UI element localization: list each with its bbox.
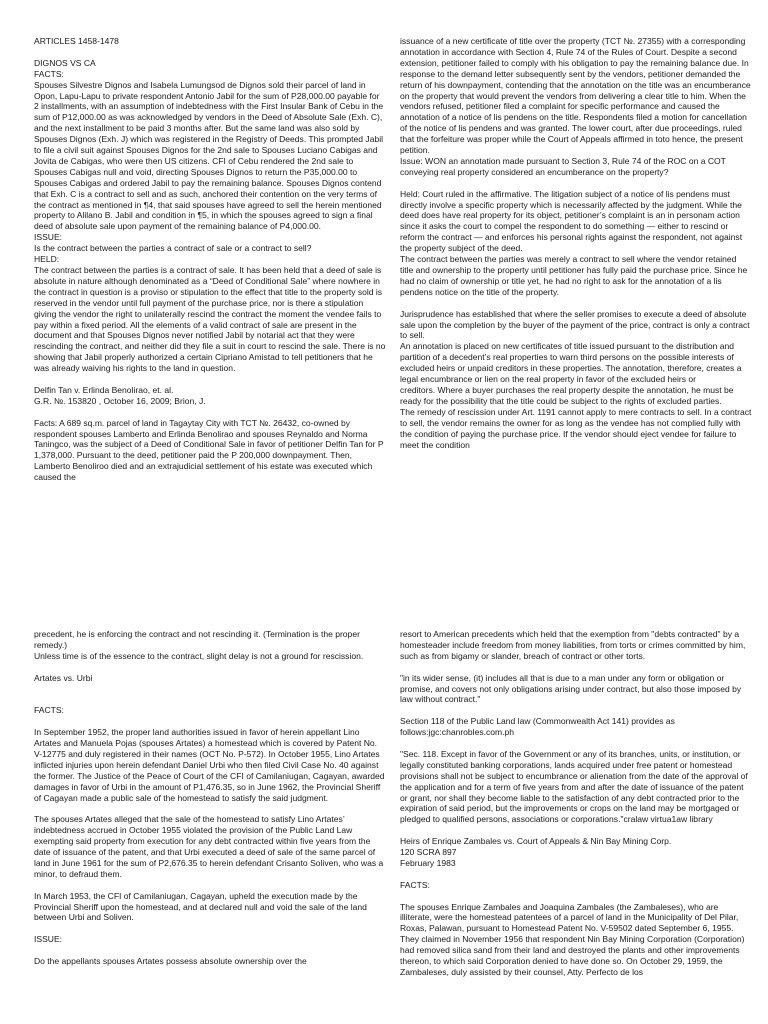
paragraph: resort to American precedents which held that the exemption from "debts contracted" by a homesteader include freedom from money liabilities, from torts or crimes committed by him, such as from bigamy or slander, breach of contract or other torts. xyxy=(400,629,746,661)
paragraph: ARTICLES 1458-1478 xyxy=(34,36,119,46)
paragraph: Jurisprudence has established that where the seller promises to execute a deed of absolute sale upon the completion by the buyer of the payment of the price, contract is only a contract to sell. xyxy=(400,308,750,341)
paragraph: Issue: WON an annotation made pursuant to Section 3, Rule 74 of the ROC on a COT conveying real property considered an encumberance on the property? xyxy=(400,155,726,177)
blank-line xyxy=(400,891,752,902)
paragraph: G.R. №. 153820 , October 16, 2009; Brion, J. xyxy=(34,395,206,406)
paragraph: creditors. Where a buyer purchases the real property despite the annotation, he must be ready for the possibility that the title could be subject to the rights of excluded parties. xyxy=(400,384,734,406)
paragraph: The remedy of rescission under Art. 1191 cannot apply to mere contracts to sell. In a contract to sell, the vendor remains the owner for as long as the vendee has not complied fully with the condition of paying the purchase price. If the vendor should eject vendee for failure to meet the condition xyxy=(400,406,752,450)
paragraph: Artates vs. Urbi xyxy=(34,672,93,683)
blank-line xyxy=(34,803,386,814)
paragraph: DIGNOS VS CA xyxy=(34,57,96,68)
paragraph: Is the contract between the parties a contract of sale or a contract to sell? xyxy=(34,243,312,254)
paragraph: The contract between the parties is a contract of sale. It has been held that a deed of sale is absolute in nature although denominated as a “Deed of Conditional Sale” where nowhere in the contract in question is a proviso or stipulation to the effect that title to the property sold is reserved in the vendor until full payment of the purchase price, nor is there a stipulation giving the vendor the right to unilaterally rescind the contract the moment the vendee fails to pay within a fixed period. All the elements of a valid contract of sale are present in the document and that Spouses Dignos never notified Jabil by notarial act that they were rescinding the contract, and neither did they file a suit in court to rescind the sale. There is no showing that Jabil properly authorized a certain Cipriano Amistad to tell petitioners that he was already waiving his rights to the land in question. xyxy=(34,265,386,374)
paragraph: The spouses Enrique Zambales and Joaquina Zambales (the Zambaleses), who are illiterate, were the homestead patentees of a parcel of land in the Municipality of Del Pilar, Roxas, Palawan, pursuant to Homestead Patent No. V-59502 dated September 6, 1955. They claimed in November 1956 that respondent Nin Bay Mining Corporation (Corporation) had removed silica sand from their land and destroyed the plants and other improvements thereon, to which said Corporation denied to have done so. On October 29, 1959, the Zambaleses, duly assisted by their counsel, Atty. Perfecto de los xyxy=(400,901,745,977)
paragraph: Facts: A 689 sq.m. parcel of land in Tagaytay City with TCT №. 26432, co-owned by respondent spouses Lamberto and Erlinda Benolirao and spouses Reynaldo and Norma Taningco, was the subject of a Deed of Conditional Sale in favor of petitioner Delfin Tan for P 1,378,000. Pursuant to the deed, petitioner paid the P 200,000 downpayment. Then, Lamberto Benoliroo died and an extrajudicial settlement of his estate was executed which caused the xyxy=(34,417,384,483)
blank-line xyxy=(34,684,386,695)
paragraph: Section 118 of the Public Land law (Commonwealth Act 141) provides as follows:jgc:chanrobles.com.ph xyxy=(400,716,675,738)
paragraph: ISSUE: xyxy=(34,934,63,945)
paragraph: In March 1953, the CFI of Camilaniugan, Cagayan, upheld the execution made by the Provincial Sheriff upon the homestead, and at declared null and void the sale of the land between Urbi and Soliven. xyxy=(34,890,367,923)
blank-line xyxy=(400,662,752,673)
paragraph: Unless time is of the essence to the contract, slight delay is not a ground for rescission. xyxy=(34,650,364,661)
blank-line xyxy=(34,47,386,58)
paragraph: The spouses Artates alleged that the sale of the homestead to satisfy Lino Artates’ indebtedness accrued in October 1955 violated the provision of the Public Land Law exempting said property from execution for any debt contracted within five years from the date of issuance of the patent, and that Urbi executed a deed of sale of the same parcel of land in June 1961 for the sum of P2,676.35 to herein defendant Crisanto Soliven, who was a minor, to defraud them. xyxy=(34,814,384,879)
paragraph: 120 SCRA 897 xyxy=(400,847,457,858)
paragraph: "in its wider sense, (it) includes all that is due to a man under any form or obligation or promise, and covers not only obligations arising under contract, but also those imposed by law without contract." xyxy=(400,672,742,705)
paragraph: February 1983 xyxy=(400,857,456,868)
paragraph: Held: Court ruled in the affirmative. The litigation subject of a notice of lis pendens must directly involve a specific property which is necessarily affected by the judgment. While the deed does have real property for its object, petitioner’s complaint is an in personam action since it asks the court to compel the respondent to do something — either to rescind or reform the contract — and enforces his personal rights against the respondent, not against the property subject of the deed. xyxy=(400,188,743,254)
blank-line xyxy=(400,298,752,309)
paragraph: In September 1952, the proper land authorities issued in favor of herein appellant Lino Artates and Manuela Pojas (spouses Artates) a homestead which is covered by Patent No. V-12775 and duly registered in their names (OCT No. P-572). In October 1955, Lino Artates inflicted injuries upon herein defendant Daniel Urbi who then filed Civil Case No. 40 against the former. The Justice of the Peace of Court of the CFI of Camilaniugan, Cagayan, awarded damages in favor of Urbi in the amount of P1,476.35, so in June 1962, the Provincial Sheriff of Cagayan made a public sale of the homestead to satisfy the said judgment. xyxy=(34,727,385,803)
paragraph: "Sec. 118. Except in favor of the Government or any of its branches, units, or institution, or legally constituted banking corporations, lands acquired under free patent or homestead provisions shall not be subject to encumbrance or alienation from the date of the approval of the application and for a term of five years from and after the date of issuance of the patent or grant, nor shall they become liable to the satisfaction of any debt contracted prior to the expiration of said period, but the improvements or crops on the land may be mortgaged or pledged to qualified persons, associations or corporations."cralaw virtua1aw library xyxy=(400,748,748,825)
paragraph: HELD: xyxy=(34,254,60,265)
blank-line xyxy=(34,407,386,418)
right-column-bottom xyxy=(400,629,752,978)
blank-line xyxy=(34,880,386,891)
blank-line xyxy=(34,662,386,673)
paragraph: issuance of a new certificate of title over the property (TCT №. 27355) with a corresponding annotation in accordance with Section 4, Rule 74 of the Rules of Court. Despite a second extension, petitioner failed to comply with his obligation to pay the remaining balance due. In response to the demand letter subsequently sent by the vendors, petitioner demanded the return of his downpayment, contending that the annotation on the title was an encumberance on the property that would prevent the vendors from delivering a clear title to him. When the vendors refused, petitioner filed a complaint for specific performance and caused the annotation of a notice of lis pendens on the title. Respondents filed a motion for cancellation of the notice of lis pendens and was granted. The lower court, after due proceedings, ruled that the forfeiture was proper while the Court of Appeals affirmed in toto hence, the present petition. xyxy=(400,36,751,156)
blank-line xyxy=(400,869,752,880)
paragraph: precedent, he is enforcing the contract and not rescinding it. (Termination is the proper remedy.) xyxy=(34,629,360,650)
blank-line xyxy=(34,945,386,956)
paragraph: Heirs of Enrique Zambales vs. Court of Appeals & Nin Bay Mining Corp. xyxy=(400,836,672,847)
blank-line xyxy=(34,716,386,727)
paragraph: ISSUE: xyxy=(34,232,63,243)
blank-line xyxy=(400,178,752,189)
paragraph: Spouses Silvestre Dignos and Isabela Lumungsod de Dignos sold their parcel of land in Opon, Lapu-Lapu to private respondent Antonio Jabil for the sum of P28,000.00 payable for 2 installments, with an assumption of indebtedness with the First Insular Bank of Cebu in the sum of P12,000.00 as was acknowledged by vendors in the Deed of Absolute Sale (Exh. C), and the next installment to be paid 3 months after. But the same land was also sold by Spouses Dignos (Exh. J) which was registered in the Registry of Deeds. This prompted Jabil to file a civil suit against Spouses Dignos for the 2nd sale to Spouses Luciano Cabigas and Jovita de Cabigas, who were then US citizens. CFI of Cebu rendered the 2nd sale to Spouses Cabigas null and void, directing Spouses Dignos to return the P35,000.00 to Spouses Cabigas and ordered Jabil to pay the remaining balance. Spouses Dignos contend that Exh. C is a contract to sell and as such, anchored their contention on the very terms of the contract as mentioned in ¶4, that said spouses have agreed to sell the herein mentioned property to Alilano B. Jabil and condition in ¶5, in which the spouses agreed to sign a final deed of absolute sale upon payment of the remaining balance of P4,000.00. xyxy=(34,79,384,232)
left-column-top xyxy=(34,36,386,483)
blank-line xyxy=(34,694,386,705)
paragraph: FACTS: xyxy=(34,68,64,79)
blank-line xyxy=(400,738,752,749)
paragraph: FACTS: xyxy=(34,705,64,716)
page-separator xyxy=(0,600,768,622)
blank-line xyxy=(400,705,752,716)
left-column-bottom xyxy=(34,629,386,967)
blank-line xyxy=(400,825,752,836)
right-column-top xyxy=(400,36,752,450)
blank-line xyxy=(34,923,386,934)
blank-line xyxy=(34,374,386,385)
paragraph: FACTS: xyxy=(400,879,430,890)
paragraph: Do the appellants spouses Artates possess absolute ownership over the xyxy=(34,956,307,967)
paragraph: An annotation is placed on new certificates of title issued pursuant to the distribution and partition of a decedent’s real properties to warn third persons on the possible interests of excluded heirs or unpaid creditors in these properties. The annotation, therefore, creates a legal encumbrance or lien on the real property in favor of the excluded heirs or xyxy=(400,341,742,385)
paragraph: The contract between the parties was merely a contract to sell where the vendor retained title and ownership to the property until petitioner has fully paid the purchase price. Since he had no claim of ownership or title yet, he had no right to ask for the annotation of a lis pendens notice on the title of the property. xyxy=(400,254,748,297)
document-page-bottom xyxy=(0,622,768,1024)
paragraph: Delfin Tan v. Erlinda Benolirao, et. al. xyxy=(34,384,174,395)
